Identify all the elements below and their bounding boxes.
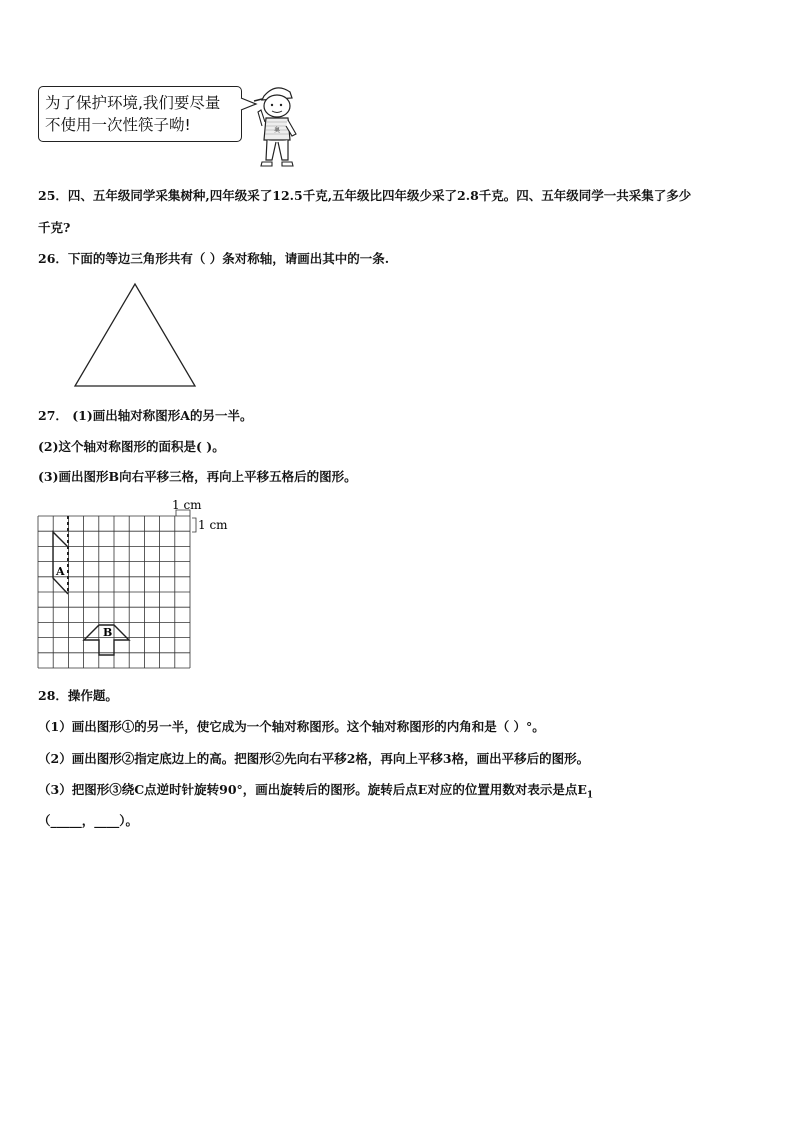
shape-a [53, 532, 68, 594]
shape-a-label: A [56, 565, 65, 578]
question-28-part-2: （2）画出图形②指定底边上的高。把图形②先向右平移2格，再向上平移3格，画出平移后的图形。 [38, 751, 590, 766]
scale-label-top: 1 cm [172, 498, 202, 512]
scale-bracket-side [192, 518, 196, 532]
question-28-part-1: （1）画出图形①的另一半，使它成为一个轴对称图形。这个轴对称图形的内角和是（ ）°。 [38, 719, 545, 734]
grid-figure [30, 496, 270, 676]
speech-bubble [38, 86, 242, 142]
question-28-part-3 [38, 782, 593, 804]
equilateral-triangle [70, 280, 200, 390]
question-25-line-1: 25．四、五年级同学采集树种,四年级采了12.5千克,五年级比四年级少采了2.8千克。四、五年级同学一共采集了多少 [38, 188, 692, 203]
speech-line-1: 为了保护环境,我们要尽量 [45, 94, 221, 112]
question-26: 26．下面的等边三角形共有（ ）条对称轴，请画出其中的一条. [38, 251, 390, 266]
question-28-part-3-text: （3）把图形③绕C点逆时针旋转90°，画出旋转后的图形。旋转后点E对应的位置用数对表示是点E [38, 782, 587, 797]
svg-text:奥: 奥 [273, 127, 281, 134]
speech-line-2: 不使用一次性筷子呦! [45, 116, 191, 134]
question-27-part-2: (2)这个轴对称图形的面积是( )。 [38, 439, 225, 454]
shape-b-label: B [103, 626, 113, 639]
question-28-part-4: （_____，____）。 [38, 813, 139, 828]
question-27-part-3: (3)画出图形B向右平移三格，再向上平移五格后的图形。 [38, 469, 357, 484]
question-25-line-2: 千克? [38, 220, 71, 235]
scale-label-side: 1 cm [198, 518, 228, 532]
question-28-part-3-subscript: 1 [586, 790, 594, 801]
cartoon-boy-illustration [252, 82, 304, 172]
question-27-part-1: 27． (1)画出轴对称图形A的另一半。 [38, 408, 253, 423]
question-28-title: 28．操作题。 [38, 688, 118, 703]
